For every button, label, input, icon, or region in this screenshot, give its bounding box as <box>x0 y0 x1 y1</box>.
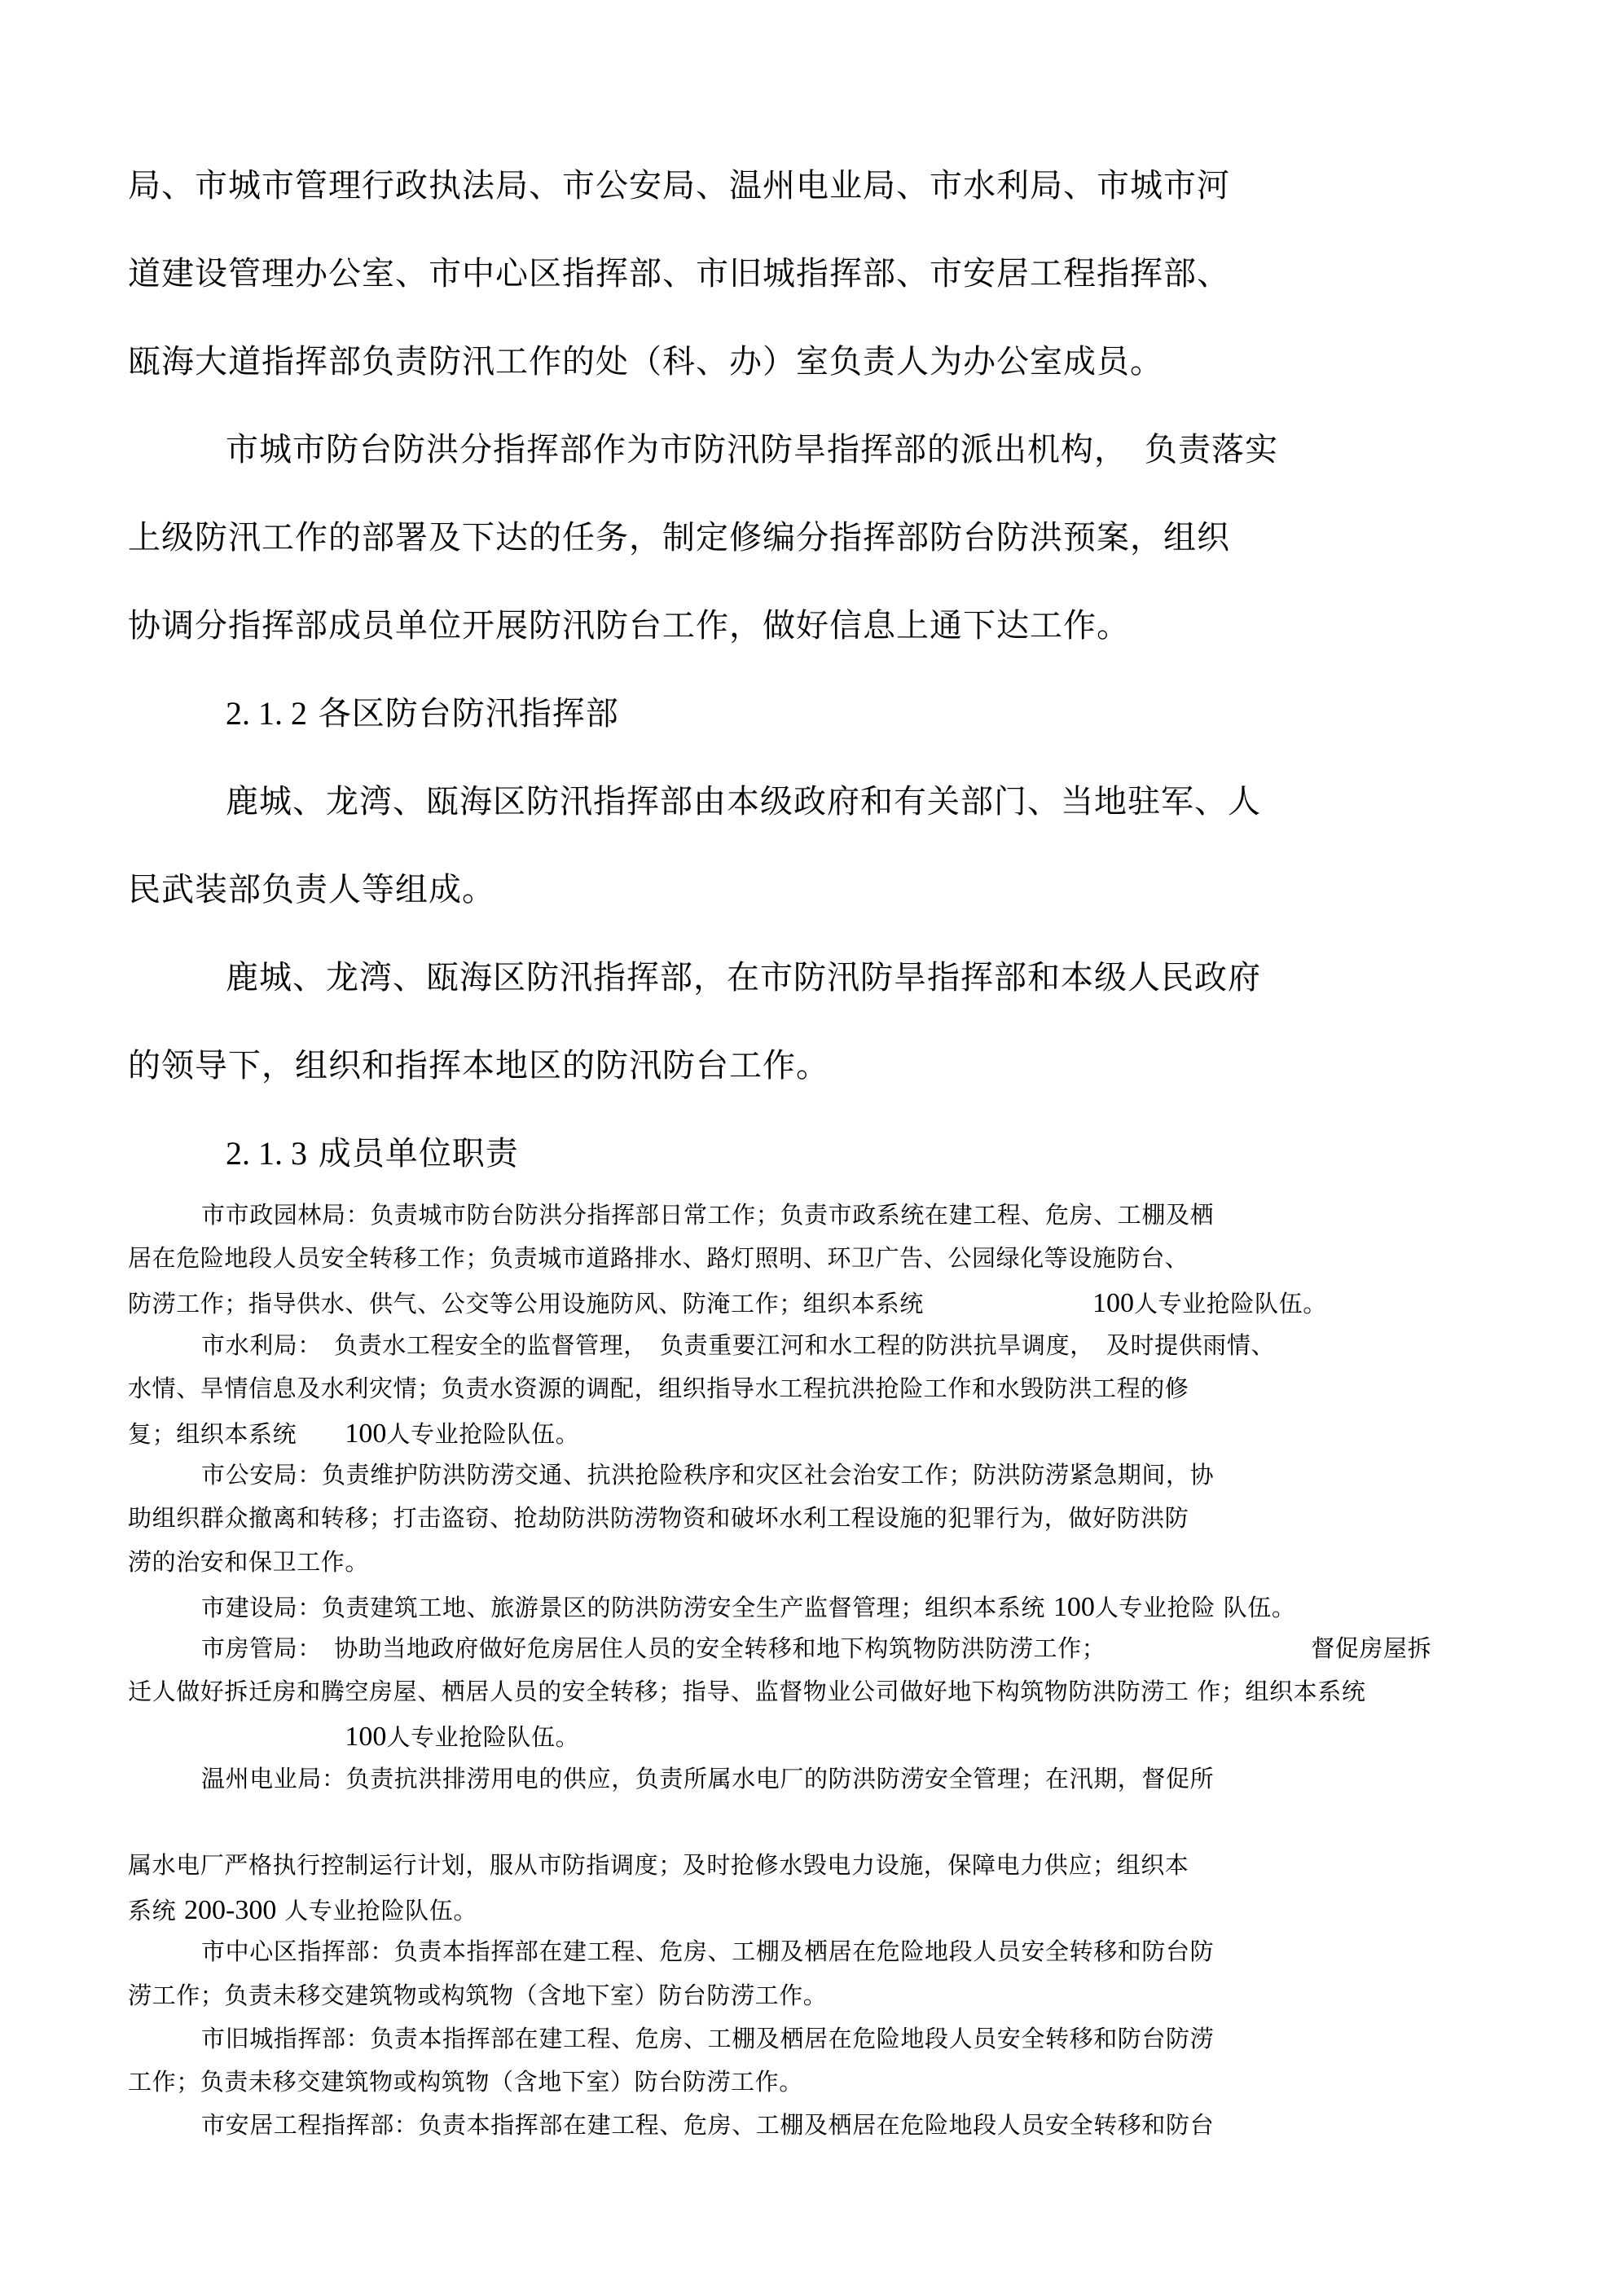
doc-line <box>226 961 1261 994</box>
doc-line <box>128 521 1230 554</box>
cjk-text: 迁人做好拆迁房和腾空房屋、栖居人员的安全转移；指导、监督物业公司做好地下构筑物防洪防涝工 作；组织本系统 <box>128 1678 1366 1705</box>
number-text: 200-300 <box>184 1895 277 1925</box>
cjk-text: 市安居工程指挥部：负责本指挥部在建工程、危房、工棚及栖居在危险地段人员安全转移和防台 <box>201 2111 1215 2139</box>
number-text: 2. 1. 3 <box>226 1135 307 1172</box>
cjk-text: 市市政园林局：负责城市防台防洪分指挥部日常工作；负责市政系统在建工程、危房、工棚及栖 <box>201 1201 1215 1229</box>
doc-line <box>201 1767 1214 1791</box>
doc-line <box>128 1851 1189 1879</box>
doc-line <box>128 1420 579 1448</box>
cjk-text: 协调分指挥部成员单位开展防汛防台工作，做好信息上通下达工作。 <box>128 607 1130 644</box>
cjk-text: 人专业抢险 队伍。 <box>1094 1594 1296 1621</box>
doc-line <box>128 1049 829 1082</box>
doc-line <box>226 433 1278 466</box>
section-heading-213 <box>226 1137 519 1170</box>
cjk-text: 复；组织本系统 <box>128 1420 345 1448</box>
doc-line <box>128 2070 803 2094</box>
cjk-text: 涝工作；负责未移交建筑物或构筑物（含地下室）防台防涝工作。 <box>128 1982 828 2009</box>
cjk-text: 防涝工作；指导供水、供气、公交等公用设施防风、防淹工作；组织本系统 <box>128 1290 1093 1317</box>
cjk-text: 助组织群众撤离和转移；打击盗窃、抢劫防洪防涝物资和破坏水利工程设施的犯罪行为，做好防洪防 <box>128 1504 1189 1532</box>
cjk-text: 人专业抢险队伍。 <box>1134 1290 1327 1317</box>
cjk-text: 局、市城市管理行政执法局、市公安局、温州电业局、市水利局、市城市河 <box>128 167 1230 205</box>
cjk-text: 人专业抢险队伍。 <box>276 1897 477 1924</box>
doc-line <box>128 1506 1189 1530</box>
number-text: 100 <box>345 1419 387 1449</box>
cjk-text: 民武装部负责人等组成。 <box>128 871 495 908</box>
doc-line <box>128 1897 477 1924</box>
cjk-text: 温州电业局：负责抗洪排涝用电的供应，负责所属水电厂的防洪防涝安全管理；在汛期，督促所 <box>201 1765 1215 1792</box>
cjk-text: 鹿城、龙湾、瓯海区防汛指挥部，在市防汛防旱指挥部和本级人民政府 <box>226 959 1261 996</box>
cjk-text: 市房管局： 协助当地政府做好危房居住人员的安全转移和地下构筑物防洪防涝工作； 督促房屋拆 <box>201 1634 1432 1662</box>
number-text: 2. 1. 2 <box>226 695 307 732</box>
cjk-text: 市公安局：负责维护防洪防涝交通、抗洪抢险秩序和灾区社会治安工作；防洪防涝紧急期间，协 <box>201 1461 1215 1489</box>
doc-line <box>201 1634 1432 1662</box>
cjk-text: 居在危险地段人员安全转移工作；负责城市道路排水、路灯照明、环卫广告、公园绿化等设施防台、 <box>128 1244 1189 1272</box>
number-text: 100 <box>1053 1592 1095 1622</box>
cjk-text: 市中心区指挥部：负责本指挥部在建工程、危房、工棚及栖居在危险地段人员安全转移和防台防 <box>201 1938 1215 1965</box>
doc-line <box>201 2027 1214 2051</box>
cjk-text: 道建设管理办公室、市中心区指挥部、市旧城指挥部、市安居工程指挥部、 <box>128 255 1230 292</box>
doc-line <box>128 609 1130 642</box>
doc-line <box>128 1244 1189 1272</box>
cjk-text: 系统 <box>128 1897 185 1924</box>
cjk-text: 瓯海大道指挥部负责防汛工作的处（科、办）室负责人为办公室成员。 <box>128 343 1163 380</box>
cjk-text: 人专业抢险队伍。 <box>386 1723 580 1751</box>
section-heading-212 <box>226 697 619 730</box>
doc-line <box>201 1203 1214 1227</box>
cjk-text <box>128 1723 345 1751</box>
cjk-text: 市水利局： 负责水工程安全的监督管理， 负责重要江河和水工程的防洪抗旱调度， 及时提供雨情、 <box>201 1331 1276 1359</box>
cjk-text: 的领导下，组织和指挥本地区的防汛防台工作。 <box>128 1047 829 1084</box>
doc-line <box>128 1723 579 1751</box>
doc-line <box>201 1940 1214 1964</box>
cjk-text: 成员单位职责 <box>307 1135 519 1172</box>
doc-line <box>128 1984 827 2008</box>
doc-line <box>128 257 1230 290</box>
doc-line <box>128 1290 1327 1317</box>
cjk-text: 属水电厂严格执行控制运行计划，服从市防指调度；及时抢修水毁电力设施，保障电力供应；组织本 <box>128 1851 1189 1879</box>
number-text: 100 <box>1092 1288 1135 1318</box>
cjk-text: 工作；负责未移交建筑物或构筑物（含地下室）防台防涝工作。 <box>128 2068 803 2096</box>
doc-line <box>128 1377 1189 1401</box>
cjk-text: 鹿城、龙湾、瓯海区防汛指挥部由本级政府和有关部门、当地驻军、人 <box>226 783 1261 820</box>
doc-line <box>128 1680 1365 1704</box>
doc-line <box>201 1331 1276 1359</box>
doc-line <box>128 345 1163 378</box>
cjk-text: 各区防台防汛指挥部 <box>307 695 619 732</box>
doc-line <box>226 785 1261 818</box>
cjk-text: 人专业抢险队伍。 <box>386 1420 580 1448</box>
doc-line <box>128 1550 369 1574</box>
cjk-text: 涝的治安和保卫工作。 <box>128 1548 370 1576</box>
doc-line <box>128 873 495 906</box>
cjk-text: 市旧城指挥部：负责本指挥部在建工程、危房、工棚及栖居在危险地段人员安全转移和防台防涝 <box>201 2025 1215 2052</box>
doc-line <box>128 167 1230 205</box>
number-text: 100 <box>345 1722 387 1752</box>
cjk-text: 上级防汛工作的部署及下达的任务，制定修编分指挥部防台防洪预案，组织 <box>128 519 1230 556</box>
cjk-text: 市建设局：负责建筑工地、旅游景区的防洪防涝安全生产监督管理；组织本系统 <box>201 1594 1053 1621</box>
cjk-text: 市城市防台防洪分指挥部作为市防汛防旱指挥部的派出机构， 负责落实 <box>226 431 1278 468</box>
cjk-text: 水情、旱情信息及水利灾情；负责水资源的调配，组织指导水工程抗洪抢险工作和水毁防洪工程的修 <box>128 1375 1189 1402</box>
doc-line <box>201 1594 1295 1621</box>
doc-line <box>201 1463 1214 1487</box>
doc-line <box>201 2113 1214 2137</box>
